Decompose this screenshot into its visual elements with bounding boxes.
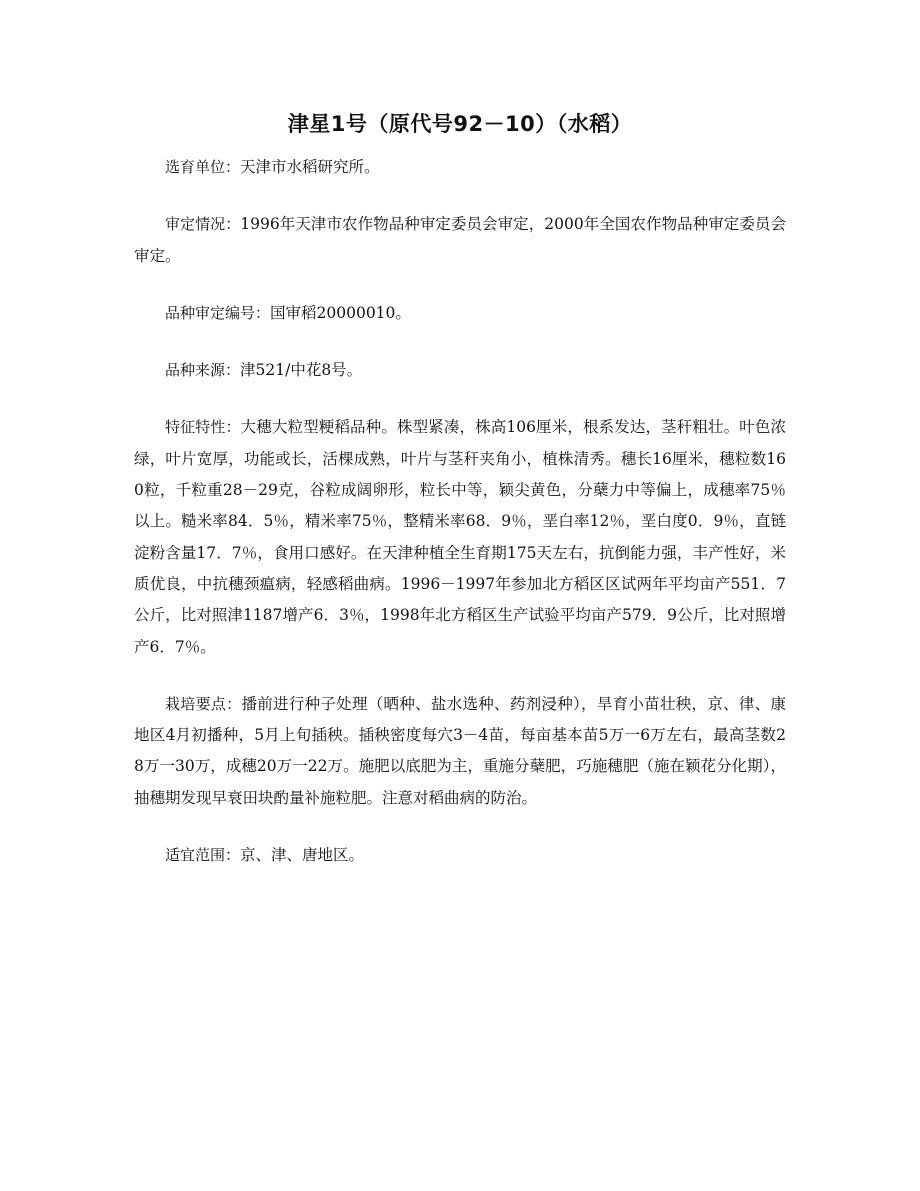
section-cultivation-points	[134, 689, 786, 814]
document-body	[134, 152, 786, 897]
section-text: 播前进行种子处理（晒种、盐水选种、药剂浸种），旱育小苗壮秧，京、律、康地区4月初播种，5月上旬插秧。插秧密度每穴3－4苗，每亩基本苗5万一6万左右，最高茎数28万一30万，成穗20万一22万。施肥以底肥为主，重施分蘖肥，巧施穗肥（施在颖花分化期），抽穗期发现早衰田块酌量补施粒肥。注意对稻曲病的防治。	[134, 694, 786, 807]
section-text: 国审稻20000010。	[270, 303, 411, 322]
section-approval-status	[134, 209, 786, 272]
section-approval-number	[134, 298, 786, 329]
section-text: 津521/中花8号。	[240, 361, 363, 380]
section-label: 品种审定编号：	[165, 303, 271, 322]
section-label: 品种来源：	[165, 361, 241, 380]
document-title: 津星1号（原代号92－10）（水稻）	[287, 112, 633, 136]
section-label: 审定情况：	[165, 215, 241, 234]
section-text: 天津市水稻研究所。	[240, 158, 380, 176]
section-characteristics	[134, 412, 786, 662]
section-label: 选育单位：	[165, 158, 241, 176]
section-suitable-area	[134, 840, 786, 871]
section-text: 京、津、唐地区。	[240, 846, 365, 865]
section-label: 适宜范围：	[165, 846, 241, 865]
section-breeding-unit	[134, 152, 786, 183]
section-text: 大穗大粒型粳稻品种。株型紧凑，株高106厘米，根系发达，茎秆粗壮。叶色浓绿，叶片宽厚，功能或长，活棵成熟，叶片与茎秆夹角小，植株清秀。穗长16厘米，穗粒数160粒，千粒重28－29克，谷粒成阔卵形，粒长中等，颖尖黄色，分蘖力中等偏上，成穗率75％以上。糙米率84．5％，精米率75％，整精米率68．9％，垩白率12％，垩白度0．9％，直链淀粉含量17．7％，食用口感好。在天津种植全生育期175天左右，抗倒能力强，丰产性好，米质优良，中抗穗颈瘟病，轻感稻曲病。1996－1997年参加北方稻区区试两年平均亩产551．7公斤，比对照津1187增产6．3％，1998年北方稻区生产试验平均亩产579．9公斤，比对照增产6．7％。	[134, 418, 786, 656]
section-text: 1996年天津市农作物品种审定委员会审定，2000年全国农作物品种审定委员会审定。	[134, 215, 786, 265]
section-label: 特征特性：	[165, 418, 241, 437]
section-variety-source	[134, 355, 786, 386]
section-label: 栽培要点：	[165, 694, 242, 713]
